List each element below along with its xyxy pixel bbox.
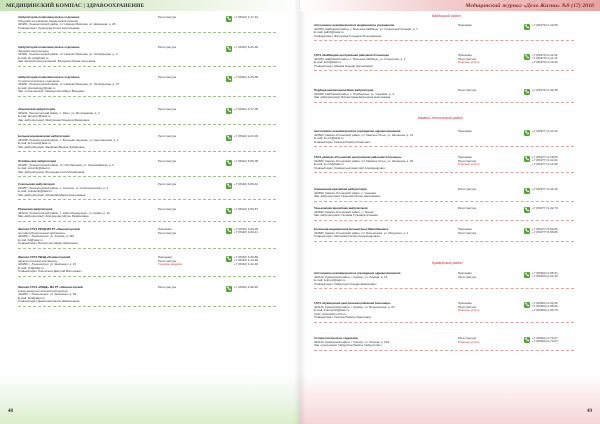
phone-icon bbox=[226, 76, 232, 82]
directory-entry bbox=[314, 207, 460, 218]
entry-separator bbox=[314, 70, 574, 71]
phone-number[interactable]: +7 (8432) 3-13-32 bbox=[234, 261, 259, 266]
phone-icon bbox=[226, 208, 232, 214]
entry-detail: 422336, Кайбицкий район, с. Подберезье, ул. Садовая, д. 4 bbox=[314, 92, 394, 96]
phone-block bbox=[226, 16, 258, 22]
phone-numbers[interactable] bbox=[234, 160, 258, 164]
phone-number[interactable]: +7 (84364) 2-73-07 bbox=[532, 339, 558, 344]
entry-detail: противотуберкулезный диспансер» bbox=[18, 231, 66, 235]
phone-numbers[interactable] bbox=[532, 188, 558, 192]
entry-category: Регистратура Платные услуги bbox=[458, 336, 480, 344]
region-heading: Кукморский район bbox=[432, 261, 463, 265]
entry-name: ГАУЗ «Кукморская центральная районная больница» bbox=[314, 302, 391, 305]
phone-number[interactable]: +7 (84364) 2-73-07 bbox=[532, 335, 558, 340]
entry-name: Автономное некоммерческое учреждение здравоохранения bbox=[314, 130, 401, 133]
phone-numbers[interactable] bbox=[532, 228, 558, 235]
entry-detail: Зав. амбулаторией: Гасанова Ирина Николаевна bbox=[314, 195, 380, 199]
entry-name: Октябрьская амбулатория bbox=[18, 160, 57, 163]
right-header-title: Медицинский журнал «Дело Жизни» №9 (17) 2016 bbox=[465, 2, 594, 9]
phone-block bbox=[524, 188, 558, 194]
entry-detail: Главный врач: Пантелеев Дмитрий Викторович bbox=[18, 270, 82, 274]
entry-detail: Зав. поликлиникой: Хамидуллин Марат Вильевич bbox=[18, 90, 85, 94]
entry-separator bbox=[18, 199, 276, 200]
region-heading: Кайбицкий район bbox=[432, 14, 461, 18]
entry-detail: E-mail: kcrb@tatar.ru bbox=[314, 61, 342, 65]
phone-number[interactable]: +7 (84377) 5-53-80 bbox=[532, 226, 558, 231]
entry-separator bbox=[314, 220, 574, 221]
entry-category: Приемная Регистратура Платные услуги bbox=[458, 53, 480, 65]
directory-entry bbox=[314, 156, 460, 170]
entry-name: ГАУЗ «Камско-Устьинская центральная районная больница» bbox=[314, 156, 402, 159]
phone-block bbox=[524, 302, 558, 313]
entry-detail: 422110, Кукморский район, г. Кукмор, ул. Ленина, д. 15/1 bbox=[314, 340, 390, 344]
phone-number[interactable]: +7 (84364) 2-55-61 bbox=[532, 270, 558, 275]
phone-block bbox=[524, 24, 558, 30]
phone-number[interactable]: +7 (84377) 2-11-04 bbox=[532, 158, 558, 163]
phone-numbers[interactable] bbox=[234, 135, 258, 139]
phone-numbers[interactable] bbox=[532, 302, 558, 313]
entry-separator bbox=[18, 221, 276, 222]
entry-detail: Главный врач: Маликова Галина Александровна bbox=[314, 235, 380, 239]
entry-detail: Стоматологическое отделение bbox=[18, 79, 60, 83]
entry-detail: 423211, Лениногорский район, с. Абыз, ул. Молодежная, д. 3 bbox=[18, 111, 100, 115]
phone-number[interactable]: +7 (8432) 2-17-42 bbox=[234, 14, 259, 19]
entry-separator bbox=[314, 201, 574, 202]
entry-category: Регистратура bbox=[158, 75, 176, 79]
phone-icon bbox=[226, 286, 232, 292]
entry-name: Амбулатория-поликлиническое отделение bbox=[18, 16, 80, 19]
phone-numbers[interactable] bbox=[234, 183, 258, 187]
directory-entry bbox=[18, 16, 156, 30]
phone-number[interactable]: +7 (84370) 2-10-05 bbox=[532, 22, 558, 27]
region-heading: Камско-Устьинский район bbox=[418, 116, 463, 120]
phone-numbers[interactable] bbox=[532, 272, 558, 279]
phone-numbers[interactable] bbox=[234, 76, 258, 80]
entry-separator bbox=[18, 124, 276, 125]
phone-numbers[interactable] bbox=[532, 24, 558, 28]
entry-category: Регистратура bbox=[458, 88, 476, 92]
entry-detail: Зав. женской консультацией: Бородина Ирина Сергеевна bbox=[18, 60, 96, 64]
entry-detail: 423248, Лениногорский район, с. Большая Чершань, ул. Центральная, д. 4 bbox=[18, 138, 119, 142]
entry-detail: Главный врач: Газизов Рамиль Ринатович bbox=[314, 140, 371, 144]
phone-block bbox=[524, 89, 558, 95]
entry-category: Приемная Регистратура Платные услуги bbox=[458, 301, 480, 313]
entry-separator bbox=[18, 151, 276, 152]
entry-detail: 423251, Лениногорский район, пгт Октябрьский, ул. Первомайская, д. 6 bbox=[18, 163, 114, 167]
phone-numbers[interactable] bbox=[234, 286, 258, 290]
directory-entry bbox=[18, 135, 156, 149]
entry-detail: Сайт: www.kukmorcrb.ru bbox=[314, 312, 347, 316]
phone-icon bbox=[524, 188, 530, 194]
phone-numbers[interactable] bbox=[532, 207, 558, 211]
phone-icon bbox=[226, 108, 232, 114]
phone-icon bbox=[524, 54, 530, 60]
phone-block bbox=[226, 160, 258, 166]
directory-entry bbox=[314, 337, 460, 348]
entry-name: Рязанская амбулатория bbox=[18, 208, 53, 211]
entry-name: Сюкеевская врачебная амбулатория bbox=[314, 188, 367, 191]
phone-icon bbox=[524, 272, 530, 278]
phone-numbers[interactable] bbox=[532, 54, 558, 65]
entry-category: Регистратура bbox=[458, 187, 476, 191]
phone-number[interactable]: +7 (8432) 6-77-05 bbox=[234, 106, 259, 111]
entry-category: Регистратура bbox=[158, 134, 176, 138]
directory-entry bbox=[18, 256, 156, 274]
phone-number[interactable]: +7 (84364) 2-62-33 bbox=[532, 274, 558, 279]
entry-name: Больница-медицинская Больничных Малибашинск bbox=[314, 228, 389, 231]
entry-detail: E-mail: fap.abyz@tatar.ru bbox=[18, 115, 51, 119]
phone-number[interactable]: +7 (84377) 5-56-86 bbox=[532, 230, 558, 235]
phone-numbers[interactable] bbox=[234, 46, 258, 50]
phone-number[interactable]: +7 (84364) 2-56-06 bbox=[532, 304, 558, 309]
entry-detail: 423261, Лениногорский район, пгт Нижняя Мактама, ул. Школьная, д. 29 bbox=[18, 23, 116, 27]
phone-number[interactable]: +7 (84370) 2-11-11 bbox=[532, 56, 558, 61]
entry-category: Регистратура bbox=[158, 159, 176, 163]
entry-separator bbox=[314, 241, 574, 242]
entry-detail: E-mail: okt.amb@tatar.ru bbox=[18, 167, 51, 171]
entry-separator bbox=[18, 248, 276, 249]
phone-block bbox=[226, 228, 258, 235]
entry-detail: Зав. амбулаторией: Абрамова Мария Николаевна bbox=[18, 193, 86, 197]
entry-name: Автономное некоммерческое медицинское учреждение bbox=[314, 24, 395, 27]
entry-detail: 422830, Камско-Устьинский район, с. Сюкеево bbox=[314, 191, 377, 195]
directory-entry bbox=[18, 183, 156, 197]
phone-number[interactable]: +7 (84377) 2-19-83 bbox=[532, 154, 558, 159]
directory-entry bbox=[314, 89, 460, 100]
phone-number[interactable]: +7 (84370) 3-43-35 bbox=[532, 87, 558, 92]
directory-entry bbox=[18, 286, 156, 304]
phone-numbers[interactable] bbox=[532, 156, 558, 167]
phone-icon bbox=[226, 160, 232, 166]
entry-detail: E-mail: ku.crb@tatar.ru bbox=[314, 137, 344, 141]
phone-block bbox=[226, 135, 258, 141]
phone-block bbox=[226, 46, 258, 52]
phone-number[interactable]: +7 (84364) 2-61-05 bbox=[532, 300, 558, 305]
directory-entry bbox=[314, 188, 460, 199]
entry-detail: Зав. амбулаторией: Бикчентаева Екатерина Николаевна bbox=[314, 96, 391, 100]
entry-detail: наркологический диспансер» bbox=[18, 259, 58, 263]
entry-separator bbox=[18, 306, 276, 307]
entry-name: Филиал ГАУЗ РКПД МЗ РТ «Лениногорский bbox=[18, 228, 80, 231]
entry-separator bbox=[18, 176, 276, 177]
phone-numbers[interactable] bbox=[234, 208, 258, 212]
phone-icon bbox=[226, 228, 232, 234]
entry-category: Приемная Регистратура bbox=[458, 271, 476, 279]
phone-block bbox=[226, 76, 258, 82]
directory-entry bbox=[18, 160, 156, 174]
entry-name: Сокольская амбулатория bbox=[18, 183, 55, 186]
entry-detail: E-mail: lnd@tatar.ru bbox=[18, 266, 44, 270]
entry-detail: E-mail: lkvd@tatar.ru bbox=[18, 296, 45, 300]
right-header bbox=[300, 0, 600, 11]
entry-separator bbox=[314, 172, 574, 173]
entry-detail: Главный врач: Мазаев Ильнар Нургалиевич bbox=[314, 64, 374, 68]
entry-name: Филиал ГАУЗ РКНД «Лениногорский bbox=[18, 256, 71, 259]
phone-icon bbox=[524, 228, 530, 234]
entry-detail: 423261, Лениногорский район, пгт Нижняя Мактама, ул. Октябрьская, д. 3 bbox=[18, 53, 118, 57]
entry-separator bbox=[18, 66, 276, 67]
directory-entry bbox=[18, 108, 156, 122]
entry-category: Регистратура bbox=[158, 107, 176, 111]
directory-entry bbox=[18, 208, 156, 219]
phone-numbers[interactable] bbox=[234, 108, 258, 112]
directory-entry bbox=[314, 302, 460, 320]
entry-name: Автономное некоммерческое учреждение здравоохранения bbox=[314, 272, 401, 275]
entry-detail: 422330, Кайбицкий район, с. Большие Кайбицы, ул. Солнечная, д. 1 bbox=[314, 57, 406, 61]
phone-number[interactable]: +7 (8432) 6-66-42 bbox=[234, 181, 259, 186]
entry-detail: 422330, Кайбицкий район, с. Большие Кайбицы, ул. Солнечный бульвар, д. 7 bbox=[314, 27, 418, 31]
phone-icon bbox=[524, 207, 530, 213]
entry-detail: E-mail: kukmorcrb@tatar.ru bbox=[314, 309, 350, 313]
phone-block bbox=[226, 108, 258, 114]
entry-category: Регистратура bbox=[158, 45, 176, 49]
phone-numbers[interactable] bbox=[532, 130, 558, 134]
entry-category: Регистратура bbox=[158, 182, 176, 186]
phone-number[interactable]: +7 (8432) 2-53-67 bbox=[234, 206, 259, 211]
entry-detail: E-mail: ku.crb@tatar.ru bbox=[314, 163, 344, 167]
phone-block bbox=[524, 54, 558, 65]
entry-name: Амбулатория-поликлиническое отделение bbox=[18, 46, 80, 49]
entry-detail: E-mail: ltd@tatar.ru bbox=[18, 238, 43, 242]
entry-detail: Главный врач: Хайруллин Ильдар Шамилович bbox=[314, 282, 377, 286]
entry-detail: Лицензия на оказание медицинской помощи bbox=[18, 19, 78, 23]
entry-detail: Зав. амбулаторией: Игнатьева Алла Михайловна bbox=[18, 170, 85, 174]
entry-separator bbox=[314, 40, 574, 41]
entry-detail: 422110, Кукморский район, г. Кукмор, ул. Ворошилова, д. 23 bbox=[314, 305, 395, 309]
phone-icon bbox=[226, 183, 232, 189]
phone-numbers[interactable] bbox=[532, 89, 558, 93]
phone-number[interactable]: +7 (8432) 3-39-86 bbox=[234, 254, 259, 259]
phone-number[interactable]: +7 (84364) 2-60-75 bbox=[532, 307, 558, 312]
entry-detail: Зав. амбулаторией: Зиятдинова Айгуль Рафаэлевна bbox=[18, 215, 89, 219]
entry-name: Подберезинская врачебная амбулатория bbox=[314, 89, 374, 92]
phone-numbers[interactable] bbox=[532, 337, 558, 344]
entry-detail: 422826, Камско-Устьинский район, пгт Больничная, ул. Мичурина, д. 1 bbox=[314, 231, 409, 235]
entry-detail: 422820, Камско-Устьинский район, пгт Камское Устье, ул. Калинина, д. 31 bbox=[314, 133, 414, 137]
entry-detail: Главный врач: Клементьев Анатолий Александрович bbox=[314, 166, 386, 170]
entry-separator bbox=[314, 146, 574, 147]
phone-block bbox=[524, 272, 558, 279]
directory-entry bbox=[18, 228, 156, 246]
phone-block bbox=[226, 183, 258, 189]
entry-category: Регистратура bbox=[158, 285, 176, 289]
phone-icon bbox=[524, 156, 530, 162]
entry-separator bbox=[314, 288, 574, 289]
right-page bbox=[300, 0, 600, 424]
phone-number[interactable]: +7 (84377) 3-44-42 bbox=[532, 186, 558, 191]
entry-name: Теньковская врачебная амбулатория bbox=[314, 207, 368, 210]
entry-detail: Главный врач: Кузнецова Ольга Анатольевна bbox=[18, 26, 80, 30]
entry-category: Регистратура bbox=[158, 15, 176, 19]
phone-icon bbox=[226, 135, 232, 141]
entry-category: Приемная Регистратура Платные услуги bbox=[458, 155, 480, 167]
phone-numbers[interactable] bbox=[234, 256, 258, 267]
entry-detail: 422820, Камско-Устьинский район, пгт Камское Устье, ул. Калинина, д. 30 bbox=[314, 159, 414, 163]
phone-number[interactable]: +7 (8432) 6-55-05 bbox=[234, 158, 259, 163]
entry-detail: E-mail: kaibrb@tatar.ru bbox=[314, 31, 344, 35]
entry-detail: Женская консультация bbox=[18, 49, 49, 53]
directory-entry bbox=[18, 76, 156, 94]
phone-number[interactable]: +7 (8432) 6-23-09 bbox=[234, 74, 259, 79]
entry-name: Амбулатория-поликлиническое отделение bbox=[18, 76, 80, 79]
entry-detail: 423250, г. Лениногорск, ул. Шевченко, д. 15 bbox=[18, 263, 77, 267]
entry-detail: E-mail: sokolamb@tatar.ru bbox=[18, 190, 53, 194]
phone-block bbox=[524, 228, 558, 235]
entry-detail: E-mail: stomatology@tatar.ru bbox=[18, 86, 56, 90]
entry-name: Филиал ГАУЗ «РКВД» МЗ РТ «Лениногорский bbox=[18, 286, 83, 289]
entry-detail: 423261, Лениногорский район, пгт Нижняя Мактама, ул. Октябрьская, д. 37 bbox=[18, 83, 120, 87]
phone-icon bbox=[524, 24, 530, 30]
entry-category: Приемная Регистратура bbox=[158, 227, 176, 235]
entry-detail: 423250, г. Лениногорск, ул. Шевченко, д. 8а bbox=[18, 293, 77, 297]
left-header bbox=[0, 0, 300, 11]
phone-number[interactable]: +7 (84377) 2-12-66 bbox=[532, 161, 558, 166]
entry-category: Регистратура bbox=[458, 206, 476, 210]
phone-number[interactable]: +7 (84377) 3-42-73 bbox=[532, 205, 558, 210]
phone-block bbox=[524, 337, 558, 344]
phone-block bbox=[524, 207, 558, 213]
entry-detail: Главный врач: Даминова Наиля Шамильевна bbox=[18, 300, 80, 304]
entry-detail: E-mail: kukmor@tatar.ru bbox=[314, 279, 346, 283]
entry-detail: 423214, Лениногорский район, с. Ново-Ильмурзино, ул. Новая, д. 10 bbox=[18, 211, 110, 215]
entry-detail: кожно-венерологический диспансер» bbox=[18, 289, 69, 293]
entry-detail: Зав. амбулаторией: Мифтахова Ильмира Фаридовна bbox=[18, 118, 90, 122]
entry-detail: Зав. отделением: Габдуллин Рамиль Габдуллович bbox=[314, 344, 382, 348]
directory-entry bbox=[314, 272, 460, 286]
phone-icon bbox=[524, 302, 530, 308]
entry-detail: Зав. амбулаторией: Галиева Гульнара Алиевна bbox=[314, 214, 378, 218]
entry-detail: 422833, Камско-Устьинский район, с. Теньки bbox=[314, 210, 374, 214]
entry-detail: 423257, Лениногорский район, с. Сокольи, ул. Комсомольская, д. 2 bbox=[18, 186, 108, 190]
entry-name: Абызовская амбулатория bbox=[18, 108, 56, 111]
entry-separator bbox=[314, 102, 574, 103]
phone-number[interactable]: +7 (84370) 2-11-62 bbox=[532, 52, 558, 57]
entry-separator bbox=[314, 322, 574, 323]
directory-entry bbox=[314, 228, 460, 239]
phone-numbers[interactable] bbox=[234, 228, 258, 235]
entry-detail: Главный врач: Газизов Рамиль Рашитович bbox=[314, 316, 372, 320]
entry-name: ГАУЗ «Кайбицкая центральная районная больница» bbox=[314, 54, 390, 57]
phone-number[interactable]: +7 (8432) 6-23-30 bbox=[234, 44, 259, 49]
left-header-title: МЕДИЦИНСКИЙ КОМПАС | ЗДРАВООХРАНЕНИЕ bbox=[6, 2, 145, 9]
entry-detail: 423250, г. Лениногорск, ул. Кирова, д. 246 bbox=[18, 235, 75, 239]
entry-category: Приемная Регистратура bbox=[458, 227, 476, 235]
entry-detail: 422110, Кукморский район, г. Кукмор, ул. Ленина, д. 15 bbox=[314, 275, 388, 279]
entry-detail: Главный врач: Валиуллин Айдар Замилевич bbox=[18, 242, 78, 246]
entry-detail: E-mail: bch.amb@tatar.ru bbox=[18, 142, 51, 146]
directory-entry bbox=[18, 46, 156, 64]
phone-icon bbox=[524, 89, 530, 95]
entry-name: Стоматологическое отделение bbox=[314, 337, 359, 340]
phone-icon bbox=[524, 130, 530, 136]
phone-number[interactable]: +7 (8432) 2-63-03 bbox=[234, 133, 259, 138]
phone-number[interactable]: +7 (8432) 4-98-20 bbox=[234, 284, 259, 289]
phone-number[interactable]: +7 (8432) 3-63-11 bbox=[234, 230, 258, 235]
entry-separator bbox=[18, 276, 276, 277]
phone-numbers[interactable] bbox=[234, 16, 258, 20]
phone-number[interactable]: +7 (84377) 2-11-03 bbox=[532, 128, 558, 133]
phone-number[interactable]: +7 (8432) 3-13-32 bbox=[234, 258, 259, 263]
entry-separator bbox=[314, 350, 574, 351]
phone-icon bbox=[226, 46, 232, 52]
phone-icon bbox=[524, 337, 530, 343]
page-number-right: 49 bbox=[587, 409, 592, 414]
phone-number[interactable]: +7 (84370) 2-12-32 bbox=[532, 59, 558, 64]
phone-block bbox=[524, 156, 558, 167]
directory-entry bbox=[314, 24, 460, 38]
phone-block bbox=[226, 286, 258, 292]
entry-separator bbox=[18, 32, 276, 33]
entry-category: Приемная bbox=[458, 129, 472, 133]
entry-name: Большечеремшанская амбулатория bbox=[18, 135, 70, 138]
phone-icon bbox=[226, 16, 232, 22]
entry-detail: Главный врач: Фаттахова Гульнара Ильгизаровна bbox=[314, 34, 382, 38]
phone-block bbox=[226, 256, 258, 267]
entry-category: Приемная Регистратура Телефон доверия bbox=[158, 255, 182, 267]
entry-category: Регистратура bbox=[158, 207, 176, 211]
entry-category: Приемная bbox=[458, 23, 472, 27]
phone-icon bbox=[226, 256, 232, 262]
entry-separator bbox=[18, 96, 276, 97]
phone-block bbox=[524, 130, 558, 136]
phone-block bbox=[226, 208, 258, 214]
phone-number[interactable]: +7 (8432) 3-63-35 bbox=[234, 226, 259, 231]
page-number-left: 48 bbox=[8, 409, 13, 414]
entry-detail: Зав. амбулаторией: Закирова Венера Зуфаровна bbox=[18, 145, 85, 149]
entry-detail: E-mail: lrb.mkt@tatar.ru bbox=[18, 56, 49, 60]
directory-entry bbox=[314, 130, 460, 144]
directory-entry bbox=[314, 54, 460, 68]
